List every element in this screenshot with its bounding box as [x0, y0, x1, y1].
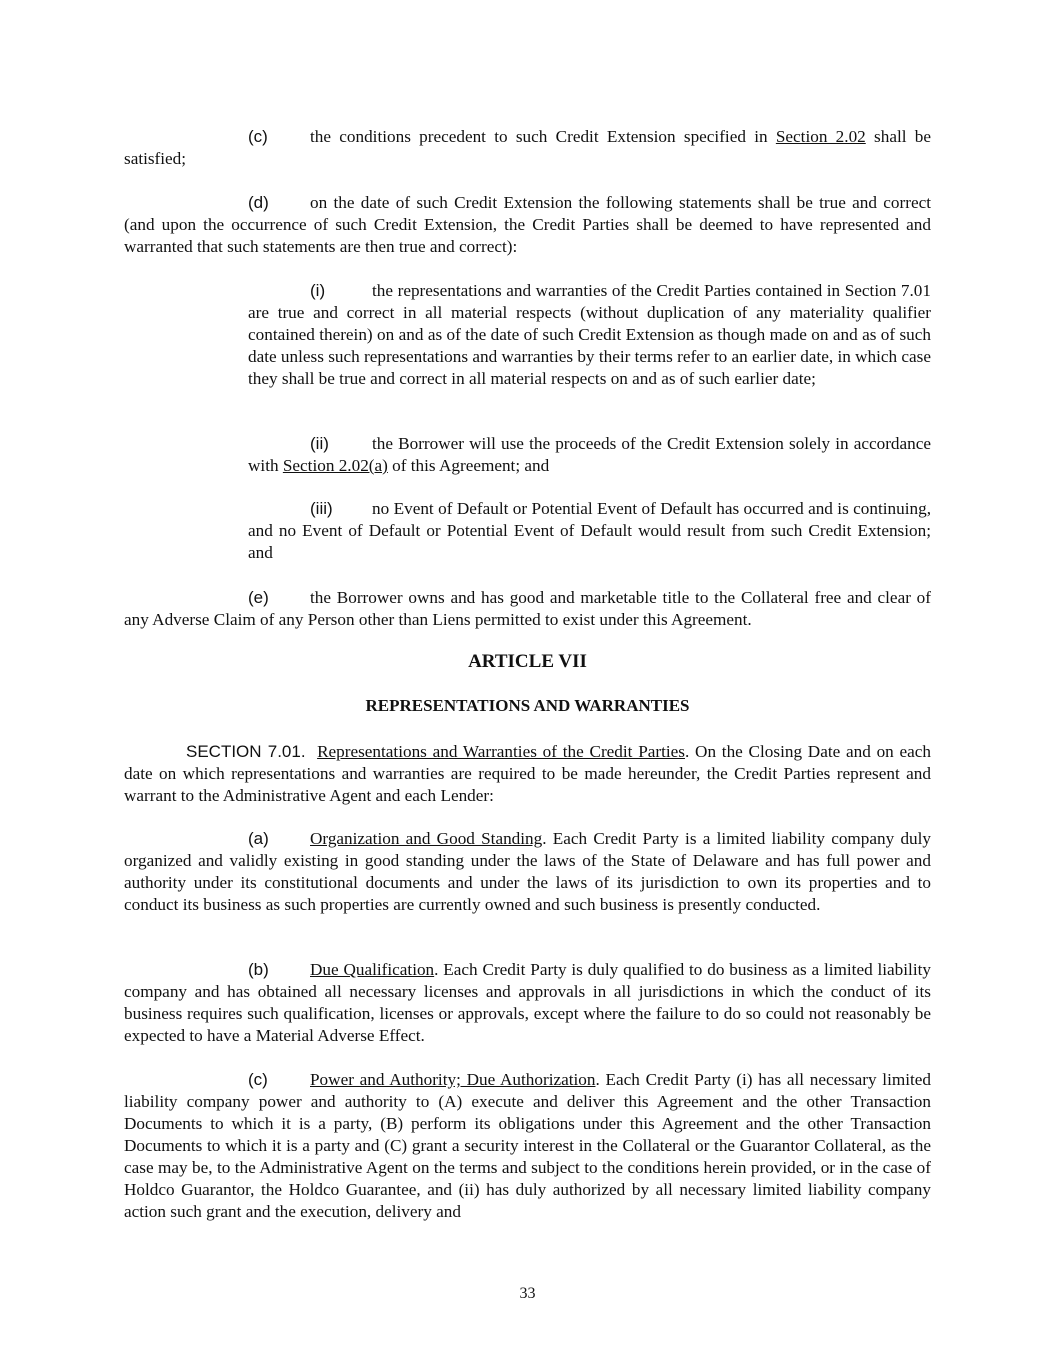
clause-text: . Each Credit Party is a limited liability company duly organized and validly existing in good standing under the laws of the State of Delaware and has full power and authority under its constitutional documents and under the laws of its jurisdiction to own its properties and to conduct its business as such properties are currently owned and such business is presently conducted.	[124, 829, 931, 914]
representation-a	[124, 828, 931, 916]
clause-text: . Each Credit Party (i) has all necessary limited liability company power and authority to (A) execute and deliver this Agreement and the other Transaction Documents to which it is a party, (B) perform its obligations under this Agreement and the other Transaction Documents to which it is a party and (C) grant a security interest in the Collateral or the Guarantor Collateral, as the case may be, to the Administrative Agent on the terms and subject to the conditions herein provided, or in the case of Holdco Guarantor, the Holdco Guarantee, and (ii) has duly authorized by all necessary limited liability company action such grant and the execution, delivery and	[124, 1070, 931, 1221]
clause-text: the Borrower will use the proceeds of the Credit Extension solely in accordance with	[248, 434, 931, 475]
section-number: SECTION 7.01.	[186, 742, 306, 761]
clause-text-tail: of this Agreement; and	[387, 456, 550, 475]
clause-label: (a)	[248, 829, 269, 848]
section-reference-link[interactable]: Section 2.02	[775, 127, 866, 146]
clause-heading: Organization and Good Standing	[310, 829, 543, 848]
section-heading: Representations and Warranties of the Credit Parties	[317, 742, 685, 761]
page-number: 33	[519, 1285, 536, 1302]
clause-label: (iii)	[310, 499, 333, 518]
section-text: . On the Closing Date and on each date on which representations and warranties are required to be made hereunder, the Credit Parties represent and warrant to the Administrative Agent and each Lender:	[124, 742, 931, 805]
clause-label: (d)	[248, 193, 269, 212]
clause-c	[124, 126, 931, 170]
clause-d-i	[248, 280, 931, 390]
representation-c	[124, 1069, 931, 1223]
clause-d	[124, 192, 931, 258]
clause-label: (c)	[248, 1070, 268, 1089]
clause-label: (i)	[310, 281, 326, 300]
clause-text: the conditions precedent to such Credit Extension specified in	[310, 127, 776, 146]
clause-text-tail: shall be satisfied;	[124, 127, 931, 168]
clause-d-ii	[248, 433, 931, 477]
clause-text: on the date of such Credit Extension the following statements shall be true and correct (and upon the occurrence of such Credit Extension, the Credit Parties shall be deemed to have represented and warranted that such statements are then true and correct):	[124, 193, 931, 256]
clause-label: (b)	[248, 960, 269, 979]
clause-label: (e)	[248, 588, 269, 607]
clause-label: (ii)	[310, 434, 329, 453]
section-7-01	[124, 741, 931, 807]
clause-heading: Due Qualification	[310, 960, 435, 979]
article-subtitle: REPRESENTATIONS AND WARRANTIES	[365, 696, 690, 715]
section-reference-link[interactable]: Section 2.02(a)	[282, 456, 388, 475]
clause-heading: Power and Authority; Due Authorization	[310, 1070, 596, 1089]
clause-text: . Each Credit Party is duly qualified to do business as a limited liability company and has obtained all necessary licenses and approvals in all jurisdictions in which the conduct of its business requires such qualification, licenses or approvals, except where the failure to do so could not reasonably be expected to have a Material Adverse Effect.	[124, 960, 931, 1045]
clause-d-iii	[248, 498, 931, 564]
article-title: ARTICLE VII	[468, 651, 587, 672]
clause-text: the representations and warranties of the Credit Parties contained in Section 7.01 are true and correct in all material respects (without duplication of any materiality qualifier contained therein) on and as of the date of such Credit Extension as though made on and as of such date unless such representations and warranties by their terms refer to an earlier date, in which case they shall be true and correct in all material respects on and as of such earlier date;	[248, 281, 931, 388]
representation-b	[124, 959, 931, 1047]
clause-e	[124, 587, 931, 631]
clause-text: the Borrower owns and has good and marketable title to the Collateral free and clear of any Adverse Claim of any Person other than Liens permitted to exist under this Agreement.	[124, 588, 931, 629]
clause-text: no Event of Default or Potential Event of Default has occurred and is continuing, and no Event of Default or Potential Event of Default would result from such Credit Extension; and	[248, 499, 931, 562]
clause-label: (c)	[248, 127, 268, 146]
